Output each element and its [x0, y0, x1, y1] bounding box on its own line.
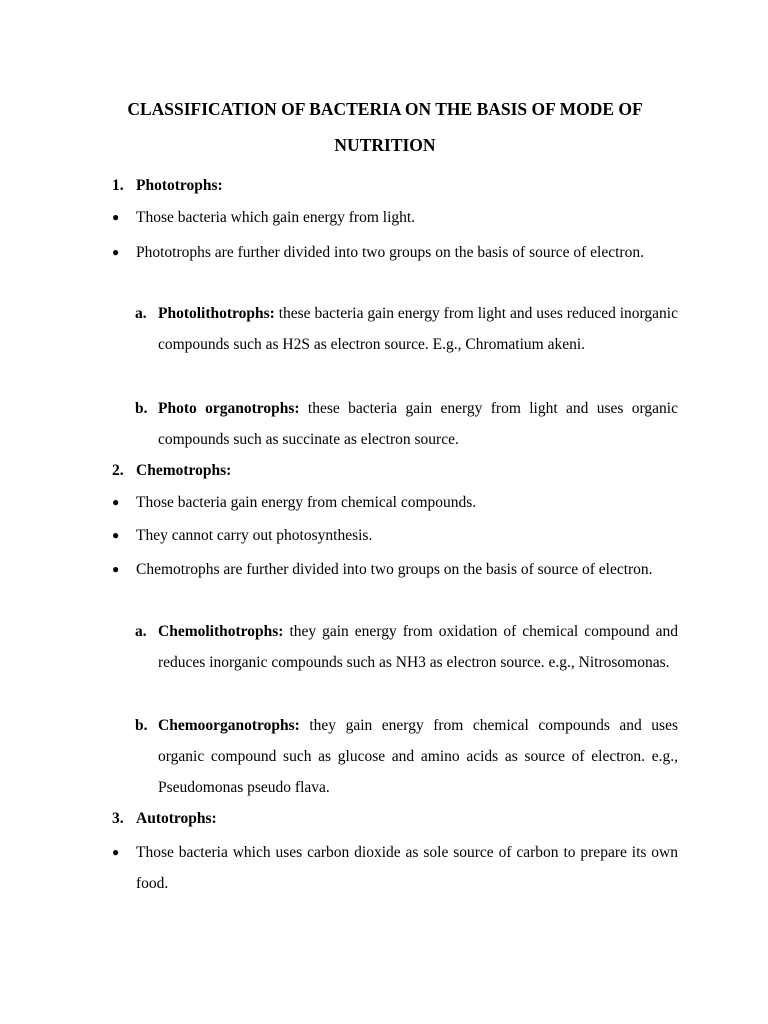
sub-item-letter: b. — [135, 400, 148, 417]
list-item — [112, 837, 678, 899]
sub-item-photolithotrophs — [135, 298, 678, 360]
section-heading-chemotrophs — [112, 455, 231, 486]
list-item — [112, 554, 678, 585]
sub-item-text: these bacteria gain energy from light and uses reduced inorganic compounds such as H2S as electron source. E.g., Chromatium akeni. — [158, 305, 678, 353]
sub-item-text: they gain energy from chemical compounds and uses organic compound such as glucose and amino acids as source of electron. e.g., Pseudomonas pseudo flava. — [158, 717, 678, 796]
bullet-text: They cannot carry out photosynthesis. — [136, 527, 373, 544]
sub-item-text: they gain energy from oxidation of chemical compound and reduces inorganic compounds such as NH3 as electron source. e.g., Nitrosomonas. — [158, 623, 678, 671]
section-title: Autotrophs: — [136, 810, 217, 827]
list-item — [112, 237, 678, 268]
list-item — [112, 202, 678, 233]
bullet-icon: ● — [112, 528, 120, 542]
bullet-text: Phototrophs are further divided into two groups on the basis of source of electron. — [136, 244, 644, 261]
bullet-icon: ● — [112, 845, 120, 859]
bullet-icon: ● — [112, 210, 120, 224]
sub-item-photo-organotrophs — [135, 393, 678, 455]
bullet-text: Chemotrophs are further divided into two groups on the basis of source of electron. — [136, 561, 653, 578]
sub-item-letter: b. — [135, 717, 148, 734]
section-number: 3. — [112, 810, 124, 827]
sub-item-term: Chemolithotrophs: — [158, 623, 284, 640]
section-title: Phototrophs: — [136, 177, 223, 194]
section-number: 1. — [112, 177, 124, 194]
bullet-text: Those bacteria which gain energy from light. — [136, 209, 416, 226]
bullet-icon: ● — [112, 495, 120, 509]
section-heading-phototrophs — [112, 170, 223, 201]
sub-item-letter: a. — [135, 623, 147, 640]
list-item — [112, 487, 678, 518]
list-item — [112, 520, 678, 551]
bullet-text: Those bacteria which uses carbon dioxide as sole source of carbon to prepare its own food. — [136, 844, 678, 892]
sub-item-chemoorganotrophs — [135, 710, 678, 803]
bullet-icon: ● — [112, 245, 120, 259]
bullet-text: Those bacteria gain energy from chemical compounds. — [136, 494, 477, 511]
sub-item-term: Photolithotrophs: — [158, 305, 275, 322]
section-number: 2. — [112, 462, 124, 479]
section-title: Chemotrophs: — [136, 462, 232, 479]
sub-item-term: Chemoorganotrophs: — [158, 717, 300, 734]
section-heading-autotrophs — [112, 803, 217, 834]
sub-item-chemolithotrophs — [135, 616, 678, 678]
document-title: CLASSIFICATION OF BACTERIA ON THE BASIS OF MODE OF NUTRITION — [127, 99, 643, 155]
sub-item-text: these bacteria gain energy from light and uses organic compounds such as succinate as electron source. — [158, 400, 678, 448]
sub-item-term: Photo organotrophs: — [158, 400, 300, 417]
sub-item-letter: a. — [135, 305, 147, 322]
bullet-icon: ● — [112, 562, 120, 576]
